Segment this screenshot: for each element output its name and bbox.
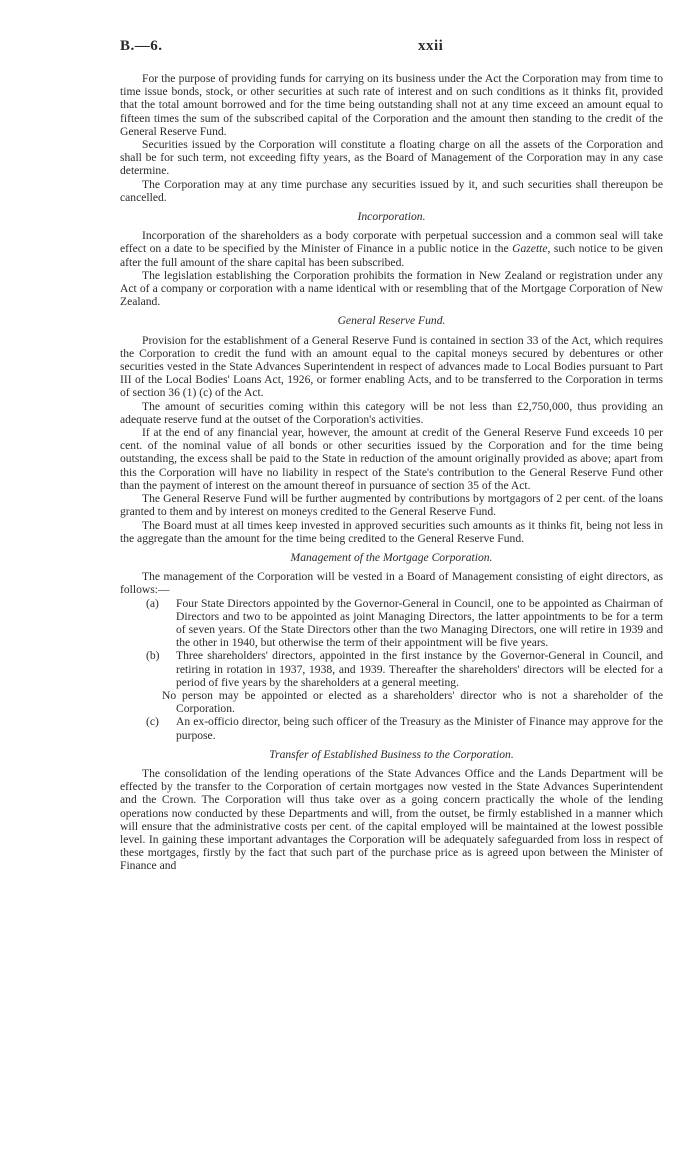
heading-transfer: Transfer of Established Business to the Corporation. — [269, 747, 514, 761]
paragraph-reserve-5: The Board must at all times keep invested in approved securities such amounts as it thinks fit, being not less in the aggregate than the amount for the time being credited to the General Reserve Fund. — [120, 518, 663, 545]
gazette-italic: Gazette — [512, 242, 548, 256]
list-item — [120, 649, 663, 689]
paragraph-reserve-2: The amount of securities coming within this category will be not less than £2,750,000, thus providing an adequate reserve fund at the outset of the Corporation's activities. — [120, 399, 663, 426]
paragraph-legislation: The legislation establishing the Corporation prohibits the formation in New Zealand or registration under any Act of a company or corporation with a name identical with or resembling that of the Mortgage Corporation of New Zealand. — [120, 268, 663, 309]
incorporation-text-b: , such notice to be given after the full amount of the share capital has been subscribed. — [120, 242, 663, 269]
paragraph-reserve-4: The General Reserve Fund will be further augmented by contributions by mortgagors of 2 per cent. of the loans granted to them and by interest on moneys credited to the General Reserve Fund. — [120, 492, 663, 519]
paragraph-incorporation — [120, 229, 663, 269]
shareholder-note: No person may be appointed or elected as a shareholders' director who is not a shareholder of the Corporation. — [162, 688, 663, 716]
paragraph-management-intro: The management of the Corporation will be vested in a Board of Management consisting of eight directors, as follows:— — [120, 570, 663, 597]
list-label: (a) — [146, 596, 159, 610]
list-item — [120, 597, 663, 650]
list-text: Four State Directors appointed by the Governor-General in Council, one to be appointed as Chairman of Directors and two to be appointed as joint Managing Directors, the latter appointments to be for a term of seven years. Of the State Directors other than the two Managing Directors, one will retire in 1939 and the other in 1940, but otherwise the term of their appointment will be five years. — [176, 596, 663, 650]
paragraph-transfer: The consolidation of the lending operations of the State Advances Office and the Lands Department will be effected by the transfer to the Corporation of certain mortgages now vested in the State Advances Superintendent and the Crown. The Corporation will thus take over as a going concern practically the whole of the lending operations now conducted by these Departments and will, from the outset, be firmly established in a manner which will ensure that the administrative costs per cent. of the capital employed will be maintained at the lowest possible level. In gaining these important advantages the Corporation will be adequately safeguarded from loss in respect of these mortgages, firstly by the fact that such part of the purchase price as is agreed upon between the Minister of Finance and — [120, 766, 663, 873]
page-header — [100, 40, 663, 70]
list-text: Three shareholders' directors, appointed in the first instance by the Governor-General in Council, and retiring in rotation in 1937, 1938, and 1939. Thereafter the shareholders' directors will be elected for a period of five years by the shareholders at a general meeting. — [176, 649, 663, 689]
document-code: B.—6. — [120, 38, 163, 54]
page-number: xxii — [418, 38, 444, 54]
list-label: (b) — [146, 649, 160, 663]
body-text — [120, 72, 663, 873]
heading-reserve-fund: General Reserve Fund. — [337, 314, 446, 328]
heading-management: Management of the Mortgage Corporation. — [290, 550, 493, 564]
paragraph-purchase: The Corporation may at any time purchase any securities issued by it, and such securities shall thereupon be cancelled. — [120, 177, 663, 204]
directors-list — [120, 597, 663, 742]
paragraph-reserve-1: Provision for the establishment of a General Reserve Fund is contained in section 33 of the Act, which requires the Corporation to credit the fund with an amount equal to the capital moneys secured by debentures or other securities vested in the State Advances Superintendent in respect of advances made to Local Bodies pursuant to Part III of the Local Bodies' Loans Act, 1926, or former enabling Acts, and to be transferred to the Corporation in terms of section 36 (1) (c) of the Act. — [120, 333, 663, 400]
list-item — [120, 715, 663, 741]
heading-incorporation: Incorporation. — [357, 210, 426, 224]
paragraph-reserve-3: If at the end of any financial year, however, the amount at credit of the General Reserve Fund exceeds 10 per cent. of the nominal value of all bonds or other securities issued by the Corporation and for the time being outstanding, the excess shall be paid to the State in reduction of the amount originally provided as above; apart from this the Corporation will have no liability in respect of the State's contribution to the General Reserve Fund other than the payment of interest on the amount thereof in pursuance of section 35 of the Act. — [120, 426, 663, 492]
paragraph-securities: Securities issued by the Corporation will constitute a floating charge on all the assets of the Corporation and shall be for such term, not exceeding fifty years, as the Board of Management of the Corporation may in any case determine. — [120, 138, 663, 178]
paragraph-borrowing: For the purpose of providing funds for carrying on its business under the Act the Corporation may from time to time issue bonds, stock, or other securities at such rate of interest and on such conditions as it thinks fit, provided that the total amount borrowed and for the time being outstanding shall not at any time exceed an amount equal to fifteen times the sum of the subscribed capital of the Corporation and the amount then standing to the credit of the General Reserve Fund. — [120, 72, 663, 138]
list-text: An ex-officio director, being such officer of the Treasury as the Minister of Finance may approve for the purpose. — [176, 715, 663, 742]
incorporation-text-a: Incorporation of the shareholders as a body corporate with perpetual succession and a common seal will take effect on a date to be specified by the Minister of Finance in a public notice in the — [120, 229, 663, 256]
list-label: (c) — [146, 715, 159, 729]
